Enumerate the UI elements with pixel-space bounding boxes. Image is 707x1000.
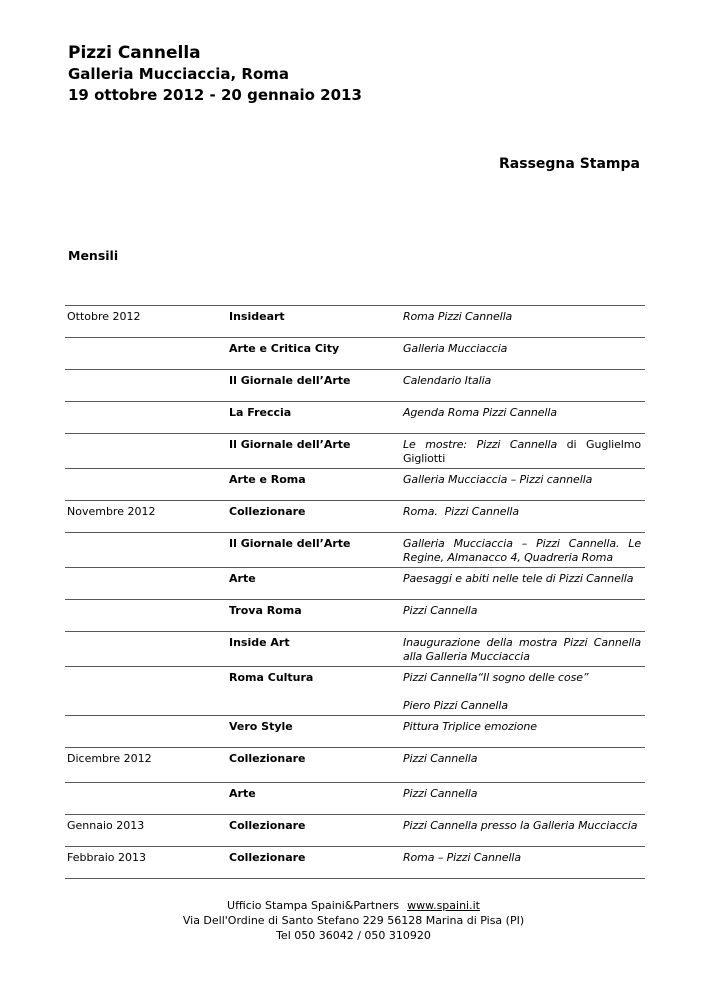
cell-title [401,568,645,600]
table-row [65,501,645,533]
title-paragraph: Pittura Triplice emozione [403,720,537,733]
cell-title [401,402,645,434]
table-row [65,748,645,783]
cell-date [65,568,227,600]
cell-date [65,600,227,632]
press-table-body [65,306,645,879]
cell-publication: Inside Art [227,632,401,667]
title-paragraph: Pizzi Cannella“Il sogno delle cose” [403,671,589,684]
cell-publication: Insideart [227,306,401,338]
title-paragraph [403,685,641,699]
cell-date [65,338,227,370]
cell-title [401,632,645,667]
cell-title [401,338,645,370]
cell-title [401,306,645,338]
cell-publication: Il Giornale dell’Arte [227,370,401,402]
cell-publication: Arte [227,783,401,815]
table-row [65,533,645,568]
table-row [65,815,645,847]
cell-publication: Vero Style [227,716,401,748]
title-paragraph: Roma – Pizzi Cannella [403,851,521,864]
title-paragraph: Pizzi Cannella [403,752,478,765]
table-row [65,847,645,879]
cell-publication: Il Giornale dell’Arte [227,434,401,469]
table-row [65,632,645,667]
cell-title [401,533,645,568]
cell-publication: Arte e Roma [227,469,401,501]
cell-title [401,434,645,469]
cell-title [401,667,645,716]
cell-title [401,815,645,847]
title-paragraph: Piero Pizzi Cannella [403,699,508,712]
table-row [65,370,645,402]
footer-office-label: Ufficio Stampa Spaini&Partners [227,899,400,912]
table-row [65,568,645,600]
title-paragraph: Galleria Mucciaccia – Pizzi Cannella. Le Regine, Almanacco 4, Quadreria Roma [403,537,641,564]
table-row [65,434,645,469]
title-paragraph: Agenda Roma Pizzi Cannella [403,406,557,419]
cell-date: Novembre 2012 [65,501,227,533]
cell-date: Dicembre 2012 [65,748,227,783]
cell-title [401,501,645,533]
cell-date: Febbraio 2013 [65,847,227,879]
cell-publication: Collezionare [227,847,401,879]
mensili-heading: Mensili [68,248,119,263]
table-row [65,469,645,501]
cell-date [65,533,227,568]
gallery-subtitle: Galleria Mucciaccia, Roma [68,65,290,83]
footer-website-link[interactable]: www.spaini.it [407,899,480,912]
cell-publication: Collezionare [227,501,401,533]
cell-publication: Roma Cultura [227,667,401,716]
cell-publication: Arte e Critica City [227,338,401,370]
press-review-table [65,305,645,879]
table-row [65,600,645,632]
title-paragraph: Galleria Mucciaccia [403,342,508,355]
cell-title [401,469,645,501]
cell-publication: Collezionare [227,815,401,847]
cell-title [401,370,645,402]
title-paragraph: Roma Pizzi Cannella [403,310,513,323]
cell-date: Ottobre 2012 [65,306,227,338]
table-row [65,402,645,434]
cell-date [65,370,227,402]
cell-date [65,632,227,667]
title-paragraph: Pizzi Cannella [403,604,478,617]
exhibition-dates: 19 ottobre 2012 - 20 gennaio 2013 [68,86,362,104]
cell-publication: Arte [227,568,401,600]
cell-title [401,783,645,815]
cell-title [401,716,645,748]
title-paragraph [403,766,641,780]
document-header [68,42,362,106]
table-row [65,667,645,716]
title-paragraph: Galleria Mucciaccia – Pizzi cannella [403,473,593,486]
title-paragraph: Pizzi Cannella presso la Galleria Mucciaccia [403,819,638,832]
cell-title [401,847,645,879]
cell-publication: La Freccia [227,402,401,434]
cell-title [401,600,645,632]
footer-office-line [0,898,707,913]
title-paragraph: Pizzi Cannella [403,787,478,800]
cell-date [65,783,227,815]
cell-date [65,716,227,748]
title-paragraph: Paesaggi e abiti nelle tele di Pizzi Cannella [403,572,634,585]
footer-address: Via Dell'Ordine di Santo Stefano 229 56128 Marina di Pisa (PI) [182,914,525,927]
rassegna-stampa-label: Rassegna Stampa [499,156,640,172]
cell-date [65,434,227,469]
title-paragraph: Calendario Italia [403,374,492,387]
cell-publication: Il Giornale dell’Arte [227,533,401,568]
table-row [65,783,645,815]
cell-title [401,748,645,783]
footer [0,898,707,943]
cell-date [65,469,227,501]
cell-date [65,667,227,716]
cell-publication: Collezionare [227,748,401,783]
cell-date: Gennaio 2013 [65,815,227,847]
cell-date [65,402,227,434]
cell-publication: Trova Roma [227,600,401,632]
title-paragraph: Roma. Pizzi Cannella [403,505,519,518]
footer-phone: Tel 050 36042 / 050 310920 [276,929,431,942]
title-paragraph: Inaugurazione della mostra Pizzi Cannella alla Galleria Mucciaccia [403,636,641,663]
table-row [65,306,645,338]
table-row [65,716,645,748]
title-paragraph: Le mostre: Pizzi Cannella di Guglielmo Gigliotti [403,438,642,465]
table-row [65,338,645,370]
page-title: Pizzi Cannella [68,43,201,63]
